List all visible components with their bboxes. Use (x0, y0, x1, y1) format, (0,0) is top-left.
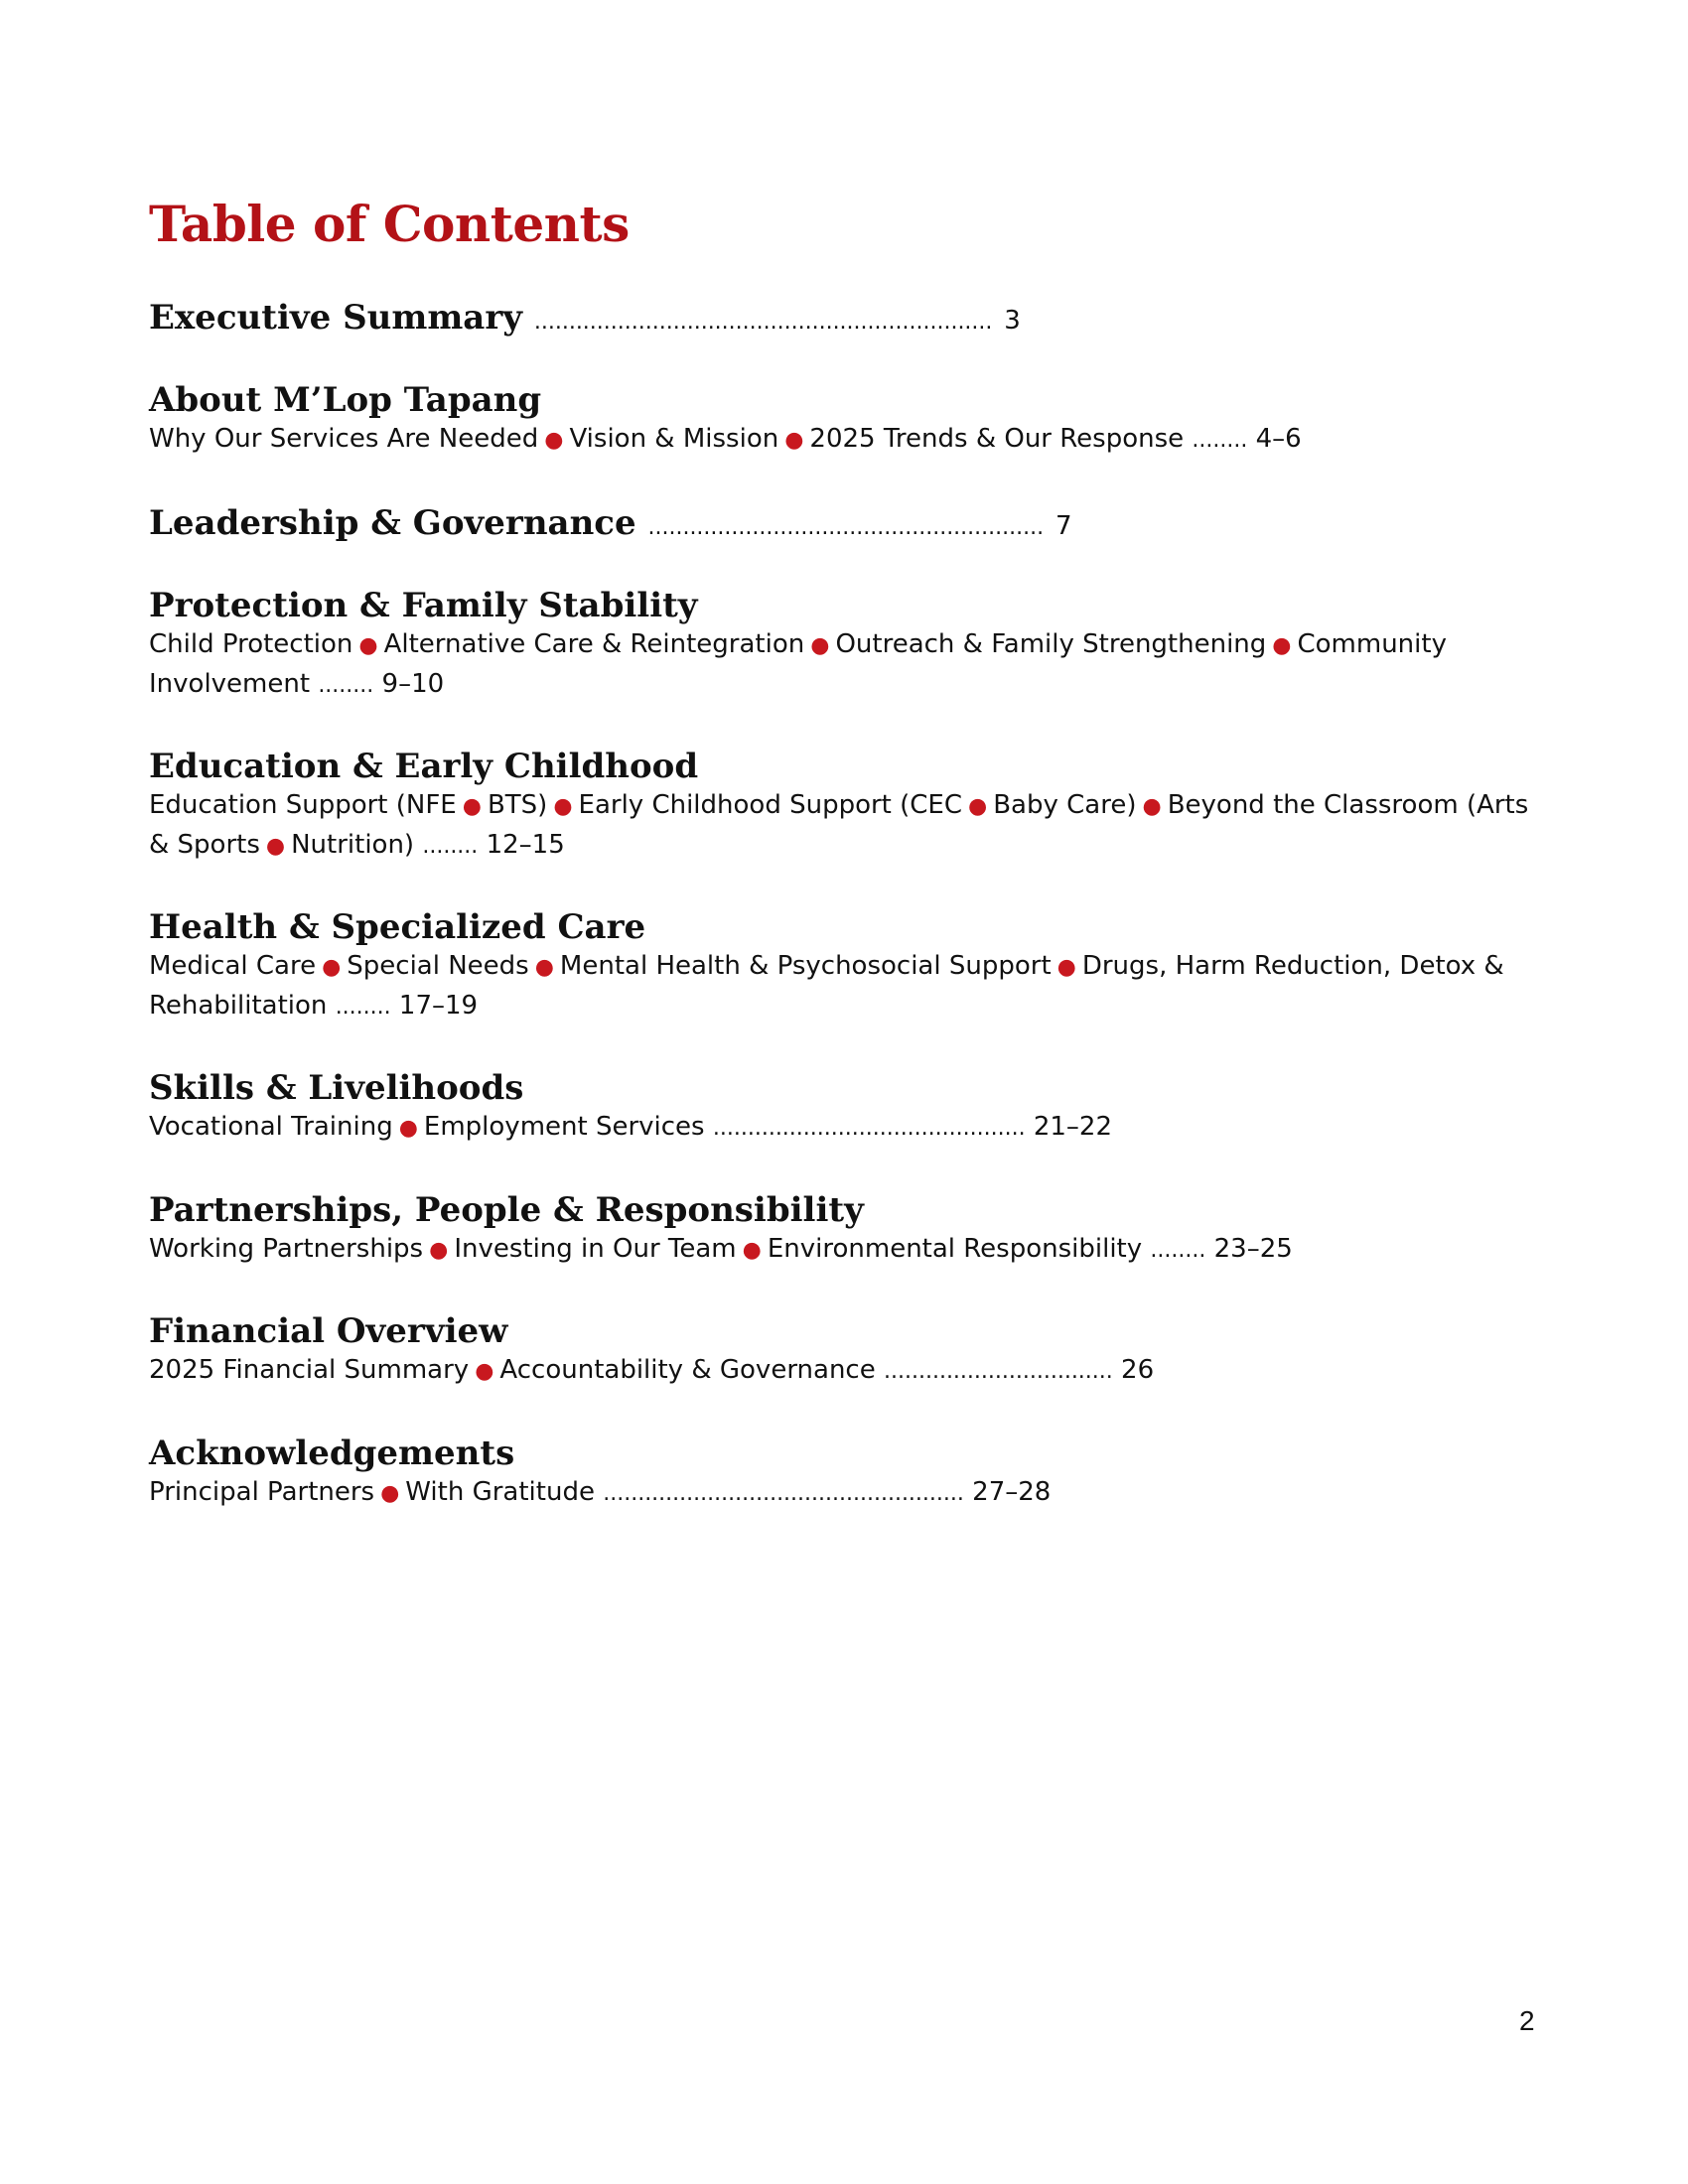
dot-leader: ........ (318, 673, 374, 698)
bullet-icon: ● (358, 633, 378, 658)
page-ref: 9–10 (381, 669, 445, 699)
subitem: Alternative Care & Reintegration (383, 629, 805, 659)
section-subitems (149, 947, 1549, 1026)
section-subitems (149, 1230, 1549, 1270)
toc-section-acknowledgements[interactable] (149, 1433, 1549, 1513)
subitem: 2025 Financial Summary (149, 1355, 470, 1385)
page-ref: 3 (1004, 306, 1021, 336)
subitem: With Gratitude (405, 1477, 595, 1507)
toc-section-financial[interactable] (149, 1311, 1549, 1391)
bullet-icon: ● (380, 1481, 400, 1506)
bullet-icon: ● (265, 834, 286, 859)
toc-section-about[interactable] (149, 380, 1549, 460)
page-ref: 23–25 (1213, 1234, 1293, 1264)
page-ref: 27–28 (972, 1477, 1052, 1507)
bullet-icon: ● (475, 1359, 494, 1384)
subitem: Mental Health & Psychosocial Support (559, 951, 1052, 981)
dot-leader: ........ (422, 834, 479, 859)
dot-leader: .................................................................. (533, 310, 993, 335)
dot-leader: ........ (335, 995, 391, 1020)
toc-section-health[interactable] (149, 907, 1549, 1026)
toc-section-leadership[interactable] (149, 503, 1549, 548)
bullet-icon: ● (429, 1238, 449, 1263)
page-ref: 7 (1055, 511, 1072, 541)
toc-section-executive-summary[interactable] (149, 298, 1549, 342)
subitem: Community Involvement (149, 629, 1447, 699)
dot-leader: ......................................................... (647, 515, 1045, 540)
subitem: Special Needs (347, 951, 529, 981)
subitem: Vision & Mission (569, 424, 779, 454)
toc-section-partnerships[interactable] (149, 1190, 1549, 1270)
bullet-icon: ● (1272, 633, 1292, 658)
bullet-icon: ● (534, 955, 554, 980)
section-subitems (149, 1473, 1549, 1513)
bullet-icon: ● (544, 428, 564, 453)
subitem: Principal Partners (149, 1477, 375, 1507)
section-subitems (149, 1108, 1549, 1148)
bullet-icon: ● (742, 1238, 762, 1263)
page-ref: 4–6 (1255, 424, 1302, 454)
page-ref: 17–19 (398, 991, 479, 1021)
subitem: Working Partnerships (149, 1234, 424, 1264)
section-subitems (149, 786, 1549, 866)
toc-section-education[interactable] (149, 747, 1549, 866)
subitem: Outreach & Family Strengthening (835, 629, 1267, 659)
subitem: Child Protection (149, 629, 353, 659)
subitem: Beyond the Classroom (Arts & Sports (149, 790, 1529, 860)
dot-leader: .................................................... (603, 1481, 964, 1506)
section-subitems (149, 420, 1549, 460)
bullet-icon: ● (553, 794, 573, 819)
subitem: BTS) (487, 790, 548, 820)
dot-leader: ................................. (884, 1359, 1113, 1384)
dot-leader: ........ (1150, 1238, 1206, 1263)
section-title[interactable]: Acknowledgements (149, 1433, 515, 1473)
subitem: Accountability & Governance (499, 1355, 876, 1385)
section-title[interactable]: Financial Overview (149, 1311, 508, 1351)
subitem: Medical Care (149, 951, 317, 981)
bullet-icon: ● (784, 428, 804, 453)
section-title[interactable]: Education & Early Childhood (149, 747, 699, 786)
subitem: Nutrition) (291, 830, 415, 860)
dot-leader: ............................................. (712, 1116, 1026, 1141)
subitem: Drugs, Harm Reduction, Detox & Rehabilitation (149, 951, 1504, 1021)
page-ref: 21–22 (1033, 1112, 1113, 1142)
bullet-icon: ● (968, 794, 988, 819)
subitem: Investing in Our Team (454, 1234, 737, 1264)
subitem: 2025 Trends & Our Response (809, 424, 1185, 454)
subitem: Early Childhood Support (CEC (578, 790, 963, 820)
section-title[interactable]: Executive Summary (149, 298, 523, 338)
page-ref: 26 (1121, 1355, 1155, 1385)
subitem: Education Support (NFE (149, 790, 457, 820)
subitem: Baby Care) (993, 790, 1137, 820)
subitem: Why Our Services Are Needed (149, 424, 539, 454)
dot-leader: ........ (1192, 428, 1248, 453)
section-title[interactable]: Skills & Livelihoods (149, 1068, 524, 1108)
bullet-icon: ● (1142, 794, 1162, 819)
bullet-icon: ● (322, 955, 342, 980)
section-title[interactable]: Protection & Family Stability (149, 586, 698, 625)
page-title: Table of Contents (149, 195, 630, 253)
subitem: Environmental Responsibility (767, 1234, 1143, 1264)
section-title[interactable]: Leadership & Governance (149, 503, 636, 543)
subitem: Vocational Training (149, 1112, 393, 1142)
bullet-icon: ● (1056, 955, 1076, 980)
toc-section-protection[interactable] (149, 586, 1549, 705)
bullet-icon: ● (398, 1116, 418, 1141)
toc-section-skills[interactable] (149, 1068, 1549, 1148)
page-number: 2 (1519, 2005, 1535, 2036)
section-title[interactable]: Partnerships, People & Responsibility (149, 1190, 864, 1230)
section-title[interactable]: About M’Lop Tapang (149, 380, 542, 420)
bullet-icon: ● (810, 633, 830, 658)
section-subitems (149, 1351, 1549, 1391)
bullet-icon: ● (462, 794, 482, 819)
subitem: Employment Services (423, 1112, 705, 1142)
page-ref: 12–15 (486, 830, 565, 860)
section-title[interactable]: Health & Specialized Care (149, 907, 646, 947)
section-subitems (149, 625, 1549, 705)
